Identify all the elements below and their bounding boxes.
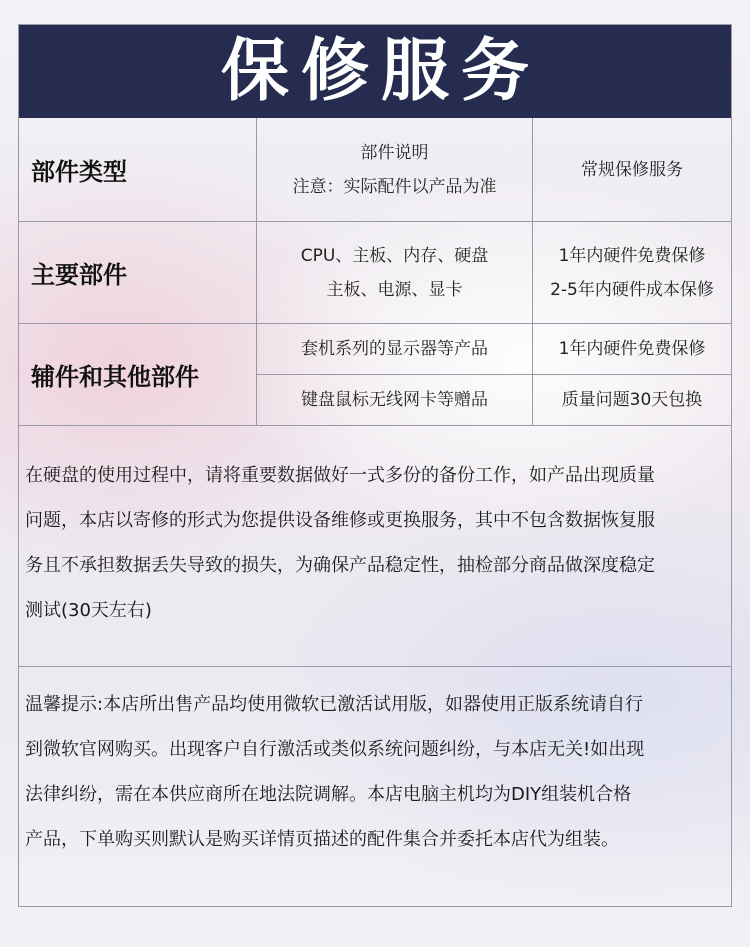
- other-parts-row2-service: [533, 375, 731, 425]
- other-parts-row2-desc: [257, 375, 532, 425]
- main-parts-service-line1: 1年内硬件免费保修: [558, 245, 706, 266]
- header-part-desc-line1: 部件说明: [360, 142, 429, 163]
- header-part-desc-line2: 注意：实际配件以产品为准: [292, 176, 497, 197]
- backup-notice: [25, 453, 725, 633]
- main-parts-label: 主要部件: [31, 261, 127, 289]
- other-parts-row2-service-text: 质量问题30天包换: [561, 390, 703, 410]
- main-parts-service-line2: 2-5年内硬件成本保修: [550, 279, 714, 300]
- header-part-desc: [257, 118, 532, 221]
- other-parts-label: 辅件和其他部件: [31, 363, 199, 391]
- main-parts-desc: [257, 222, 532, 323]
- warm-tip-line: 产品，下单购买则默认是购买详情页描述的配件集合并委托本店代为组装。: [25, 829, 619, 850]
- other-parts-row1-service: [533, 324, 731, 374]
- main-parts-desc-line2: 主板、电源、显卡: [326, 279, 463, 300]
- title-banner: [19, 25, 731, 118]
- header-part-type-label: 部件类型: [31, 158, 127, 186]
- divider: [19, 666, 731, 667]
- backup-notice-line: 务且不承担数据丢失导致的损失，为确保产品稳定性，抽检部分商品做深度稳定: [25, 555, 655, 576]
- warm-tip-line: 到微软官网购买。出现客户自行激活或类似系统问题纠纷，与本店无关!如出现: [25, 739, 645, 760]
- main-parts-service: [533, 222, 731, 323]
- main-parts-label-cell: [19, 222, 256, 323]
- other-parts-row1-desc: [257, 324, 532, 374]
- page-title: 保修服务: [220, 31, 541, 111]
- divider: [19, 425, 731, 426]
- warranty-panel: [18, 24, 732, 907]
- backup-notice-line: 问题，本店以寄修的形式为您提供设备维修或更换服务，其中不包含数据恢复服: [25, 510, 655, 531]
- warm-tip-line: 法律纠纷，需在本供应商所在地法院调解。本店电脑主机均为DIY组装机合格: [25, 784, 632, 805]
- header-service-label: 常规保修服务: [581, 159, 683, 180]
- warm-tip: [25, 682, 725, 862]
- other-parts-row1-service-text: 1年内硬件免费保修: [558, 339, 706, 359]
- backup-notice-line: 测试(30天左右): [25, 600, 152, 621]
- other-parts-label-cell: [19, 324, 256, 425]
- header-part-type: [19, 118, 256, 221]
- other-parts-row1-desc-text: 套机系列的显示器等产品: [301, 339, 488, 359]
- warm-tip-line: 温馨提示:本店所出售产品均使用微软已激活试用版，如器使用正版系统请自行: [25, 694, 644, 715]
- header-service: [533, 118, 731, 221]
- backup-notice-line: 在硬盘的使用过程中，请将重要数据做好一式多份的备份工作，如产品出现质量: [25, 465, 655, 486]
- main-parts-desc-line1: CPU、主板、内存、硬盘: [300, 245, 489, 266]
- other-parts-row2-desc-text: 键盘鼠标无线网卡等赠品: [301, 390, 488, 410]
